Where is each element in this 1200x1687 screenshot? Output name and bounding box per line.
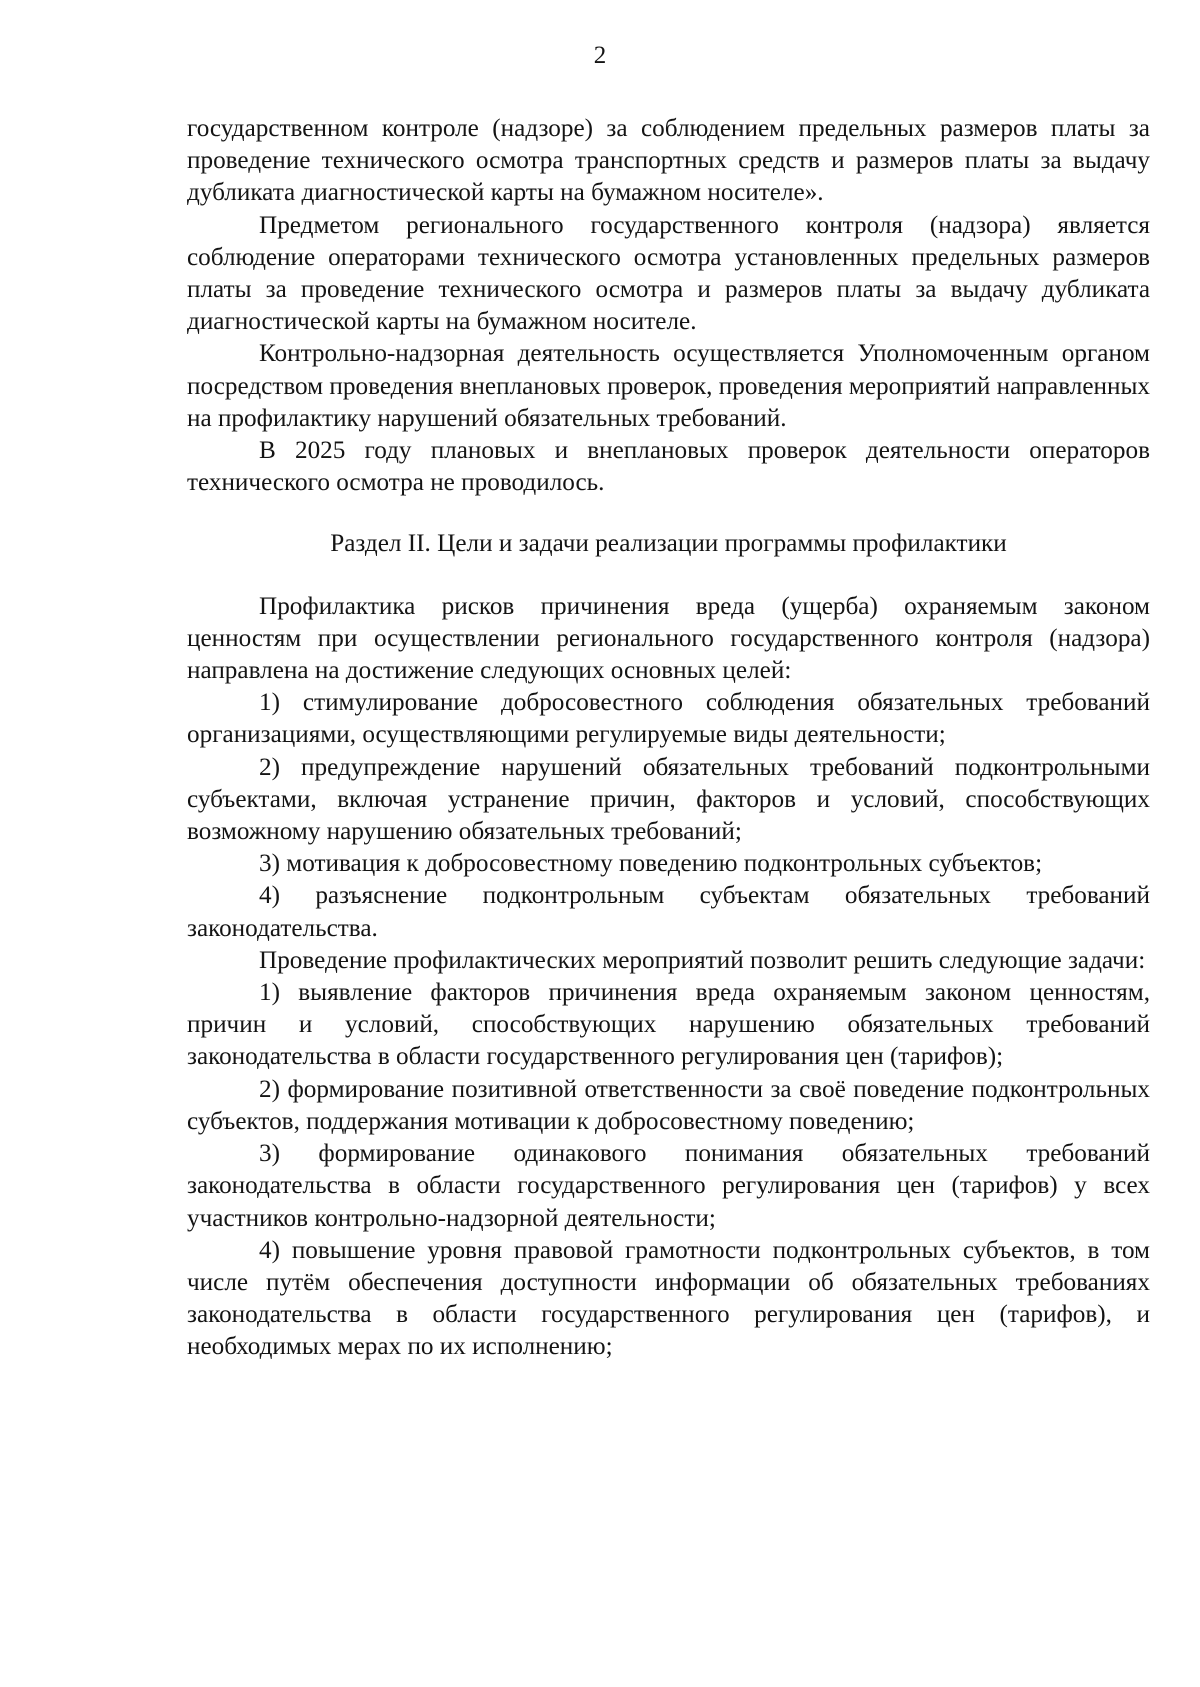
document-body [187,113,1150,1364]
paragraph: 2) формирование позитивной ответственности за своё поведение подконтрольных субъектов, поддержания мотивации к добросовестному поведению; [187,1075,1150,1135]
paragraph: В 2025 году плановых и внеплановых проверок деятельности операторов технического осмотра не проводилось. [187,437,1150,497]
section-heading: Раздел II. Цели и задачи реализации программы профилактики [330,530,1007,558]
paragraph: 1) стимулирование добросовестного соблюдения обязательных требований организациями, осуществляющими регулируемые виды деятельности; [187,689,1150,749]
paragraph: государственном контроле (надзоре) за соблюдением предельных размеров платы за проведение технического осмотра транспортных средств и размеров платы за выдачу дубликата диагностической карты на бумажном носителе». [187,115,1150,207]
paragraph: 3) формирование одинакового понимания обязательных требований законодательства в области государственного регулирования цен (тарифов) у всех участников контрольно-надзорной деятельности; [187,1140,1150,1232]
paragraph: 1) выявление факторов причинения вреда охраняемым законом ценностям, причин и условий, способствующих нарушению обязательных требований законодательства в области государственного регулирования цен (тарифов); [187,979,1150,1071]
paragraph: Контрольно-надзорная деятельность осуществляется Уполномоченным органом посредством проведения внеплановых проверок, проведения мероприятий направленных на профилактику нарушений обязательных требований. [187,340,1150,432]
page-number: 2 [593,42,607,69]
paragraph: 4) разъяснение подконтрольным субъектам обязательных требований законодательства. [187,882,1150,942]
paragraph: Проведение профилактических мероприятий позволит решить следующие задачи: [259,946,1146,974]
paragraph: 2) предупреждение нарушений обязательных требований подконтрольными субъектами, включая устранение причин, факторов и условий, способствующих возможному нарушению обязательных требований; [187,753,1150,846]
goals-section [187,591,1150,1364]
paragraph: 3) мотивация к добросовестному поведению подконтрольных субъектов; [259,850,1043,878]
paragraph: Предметом регионального государственного контроля (надзора) является соблюдение операторами технического осмотра установленных предельных размеров платы за проведение технического осмотра и размеров платы за выдачу дубликата диагностической карты на бумажном носителе. [187,211,1150,336]
paragraph: Профилактика рисков причинения вреда (ущерба) охраняемым законом ценностям при осуществлении регионального государственного контроля (надзора) направлена на достижение следующих основных целей: [187,592,1150,685]
intro-section [187,113,1150,499]
paragraph: 4) повышение уровня правовой грамотности подконтрольных субъектов, в том числе путём обеспечения доступности информации об обязательных требованиях законодательства в области государственного регулирования цен (тарифов), и необходимых мерах по их исполнению; [187,1236,1150,1361]
